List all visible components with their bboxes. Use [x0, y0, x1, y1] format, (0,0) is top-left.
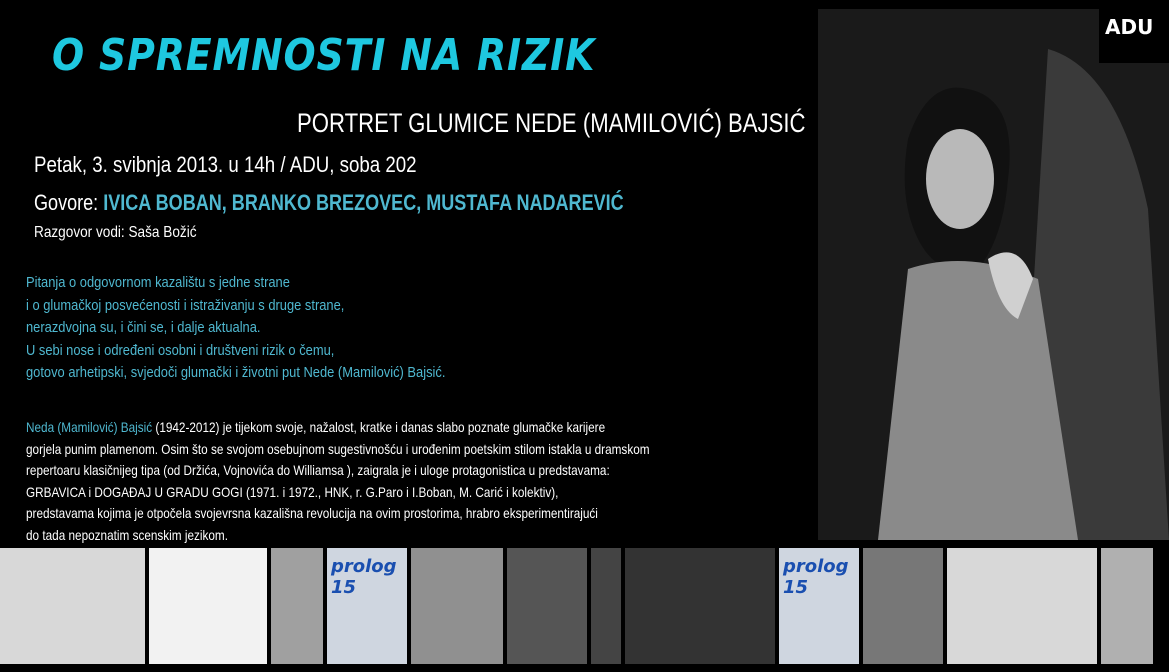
bio-line	[26, 417, 650, 439]
photo-strip	[0, 548, 1169, 664]
strip-photo	[411, 548, 503, 664]
strip-photo	[947, 548, 1097, 664]
event-dateline: Petak, 3. svibnja 2013. u 14h / ADU, soba 202	[34, 152, 417, 177]
speakers-names: IVICA BOBAN, BRANKO BREZOVEC, MUSTAFA NADAREVIĆ	[103, 190, 624, 215]
strip-photo	[625, 548, 775, 664]
bio-first-line: (1942-2012) je tijekom svoje, nažalost, kratke i danas slabo poznate glumačke karijere	[152, 419, 606, 435]
adu-logo	[1099, 9, 1169, 63]
strip-poster	[149, 548, 267, 664]
strip-magazine-cover	[779, 548, 859, 664]
speakers	[34, 190, 624, 216]
strip-photo	[1101, 548, 1153, 664]
event-subtitle: PORTRET GLUMICE NEDE (MAMILOVIĆ) BAJSIĆ	[297, 108, 806, 138]
intro-line: i o glumačkoj posvećenosti i istraživanju s druge strane,	[26, 296, 345, 314]
bio-line: do tada nepoznatim scenskim jezikom.	[26, 526, 228, 543]
strip-photo	[863, 548, 943, 664]
bio-paragraph	[26, 417, 650, 546]
bio-line: GRBAVICA i DOGAĐAJ U GRADU GOGI (1971. i 1972., HNK, r. G.Paro i I.Boban, M. Carić i kolektiv),	[26, 483, 559, 500]
actress-portrait-photo	[818, 9, 1169, 540]
intro-line: gotovo arhetipski, svjedoči glumački i životni put Nede (Mamilović) Bajsić.	[26, 364, 446, 381]
strip-photo	[271, 548, 323, 664]
strip-photo	[507, 548, 587, 664]
intro-paragraph	[26, 272, 445, 385]
strip-magazine-cover	[327, 548, 407, 664]
intro-line: Pitanja o odgovornom kazalištu s jedne strane	[26, 274, 290, 291]
speakers-label: Govore:	[34, 190, 104, 215]
intro-line: U sebi nose i određeni osobni i društveni rizik o čemu,	[26, 341, 335, 359]
intro-line: nerazdvojna su, i čini se, i dalje aktualna.	[26, 319, 261, 336]
adu-logo-mark	[1105, 15, 1163, 37]
event-title: O SPREMNOSTI NA RIZIK	[52, 30, 596, 81]
strip-photo	[591, 548, 621, 664]
moderator: Razgovor vodi: Saša Božić	[34, 224, 197, 241]
bio-line: gorjela punim plamenom. Osim što se svojom osebujnom sugestivnošću i urođenim poetskim stilom istakla u dramskom	[26, 440, 650, 457]
bio-line: predstavama kojima je otpočela svojevrsna kazališna revolucija na ovim prostorima, hrabro eksperimentirajući	[26, 505, 598, 521]
prolog-label: prolog 15	[783, 556, 849, 598]
portrait-illustration	[818, 9, 1169, 540]
bio-line: repertoaru klasičnijeg tipa (od Držića, Vojnovića do Williamsa ), zaigrala je i uloge protagonistica u predstavama:	[26, 462, 610, 478]
bio-name: Neda (Mamilović) Bajsić	[26, 419, 153, 435]
adu-logo-text: ADU	[1105, 15, 1154, 37]
prolog-label: prolog 15	[331, 556, 397, 598]
strip-photo	[0, 548, 145, 664]
